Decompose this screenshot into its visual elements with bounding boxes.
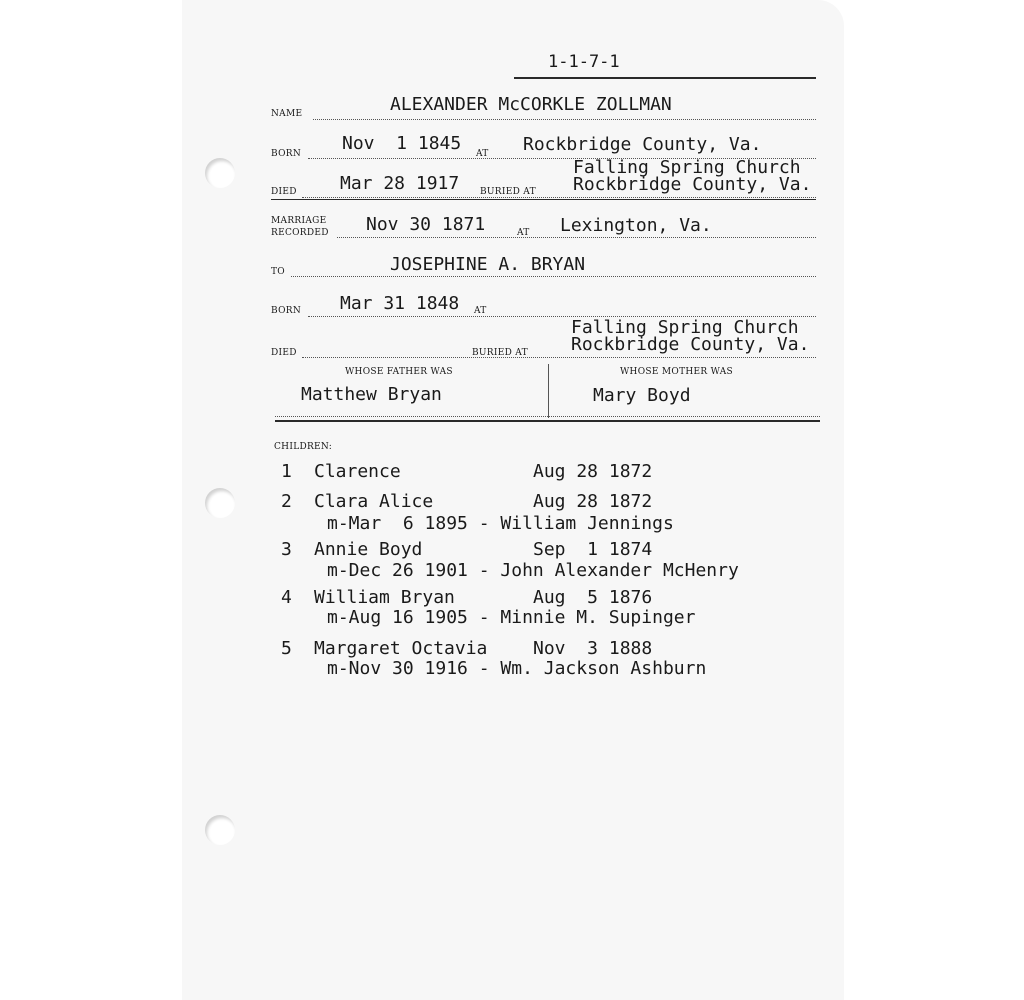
person-died-date: Mar 28 1917 (340, 173, 460, 194)
recorded-label: RECORDED (271, 228, 329, 238)
marriage-date: Nov 30 1871 (366, 214, 486, 235)
at-label: AT (476, 149, 489, 159)
name-label: NAME (271, 109, 303, 119)
divider (514, 77, 816, 79)
spouse-buried-line2: Rockbridge County, Va. (571, 334, 810, 355)
father-name: Matthew Bryan (301, 384, 442, 405)
dotted-line (313, 119, 816, 120)
dotted-line (337, 237, 816, 238)
mother-name: Mary Boyd (593, 385, 691, 406)
child-marriage: m-Mar 6 1895 - William Jennings (327, 513, 674, 534)
child-born: Aug 5 1876 (533, 587, 653, 608)
mother-label: WHOSE MOTHER WAS (620, 367, 733, 377)
card-id: 1-1-7-1 (548, 52, 620, 72)
child-marriage: m-Nov 30 1916 - Wm. Jackson Ashburn (327, 658, 707, 679)
child-name: Margaret Octavia (314, 638, 488, 659)
died-label: DIED (271, 348, 297, 358)
marriage-place: Lexington, Va. (560, 215, 712, 236)
person-born-place: Rockbridge County, Va. (523, 134, 762, 155)
child-born: Sep 1 1874 (533, 539, 653, 560)
child-name: William Bryan (314, 587, 455, 608)
father-label: WHOSE FATHER WAS (345, 367, 453, 377)
child-number: 1 (281, 461, 292, 482)
punch-hole (205, 158, 235, 188)
spouse-born-date: Mar 31 1848 (340, 293, 460, 314)
spouse-buried-line1: Falling Spring Church (571, 317, 799, 338)
dotted-line (291, 276, 816, 277)
born-label: BORN (271, 149, 302, 159)
punch-hole (205, 488, 235, 518)
at-label: AT (474, 306, 487, 316)
person-buried-line2: Rockbridge County, Va. (573, 174, 812, 195)
buried-at-label: BURIED AT (480, 187, 536, 197)
child-number: 3 (281, 539, 292, 560)
born-label: BORN (271, 306, 302, 316)
child-born: Nov 3 1888 (533, 638, 653, 659)
child-name: Annie Boyd (314, 539, 423, 560)
person-buried-line1: Falling Spring Church (573, 157, 801, 178)
buried-at-label: BURIED AT (472, 348, 528, 358)
child-number: 5 (281, 638, 292, 659)
divider (271, 199, 816, 200)
column-divider (548, 364, 549, 418)
punch-hole (205, 815, 235, 845)
spouse-name: JOSEPHINE A. BRYAN (390, 254, 586, 275)
person-name: ALEXANDER McCORKLE ZOLLMAN (390, 94, 672, 115)
children-label: CHILDREN: (274, 442, 333, 452)
died-label: DIED (271, 187, 297, 197)
dotted-line (302, 197, 816, 198)
person-born-date: Nov 1 1845 (342, 133, 462, 154)
dotted-line (302, 357, 816, 358)
to-label: TO (271, 267, 285, 277)
divider (275, 420, 820, 422)
child-number: 2 (281, 491, 292, 512)
child-number: 4 (281, 587, 292, 608)
at-label: AT (517, 228, 530, 238)
marriage-label: MARRIAGE (271, 216, 327, 226)
child-name: Clara Alice (314, 491, 434, 512)
child-marriage: m-Dec 26 1901 - John Alexander McHenry (327, 560, 739, 581)
child-marriage: m-Aug 16 1905 - Minnie M. Supinger (327, 607, 696, 628)
child-born: Aug 28 1872 (533, 461, 653, 482)
dotted-line (275, 416, 820, 417)
child-name: Clarence (314, 461, 401, 482)
child-born: Aug 28 1872 (533, 491, 653, 512)
